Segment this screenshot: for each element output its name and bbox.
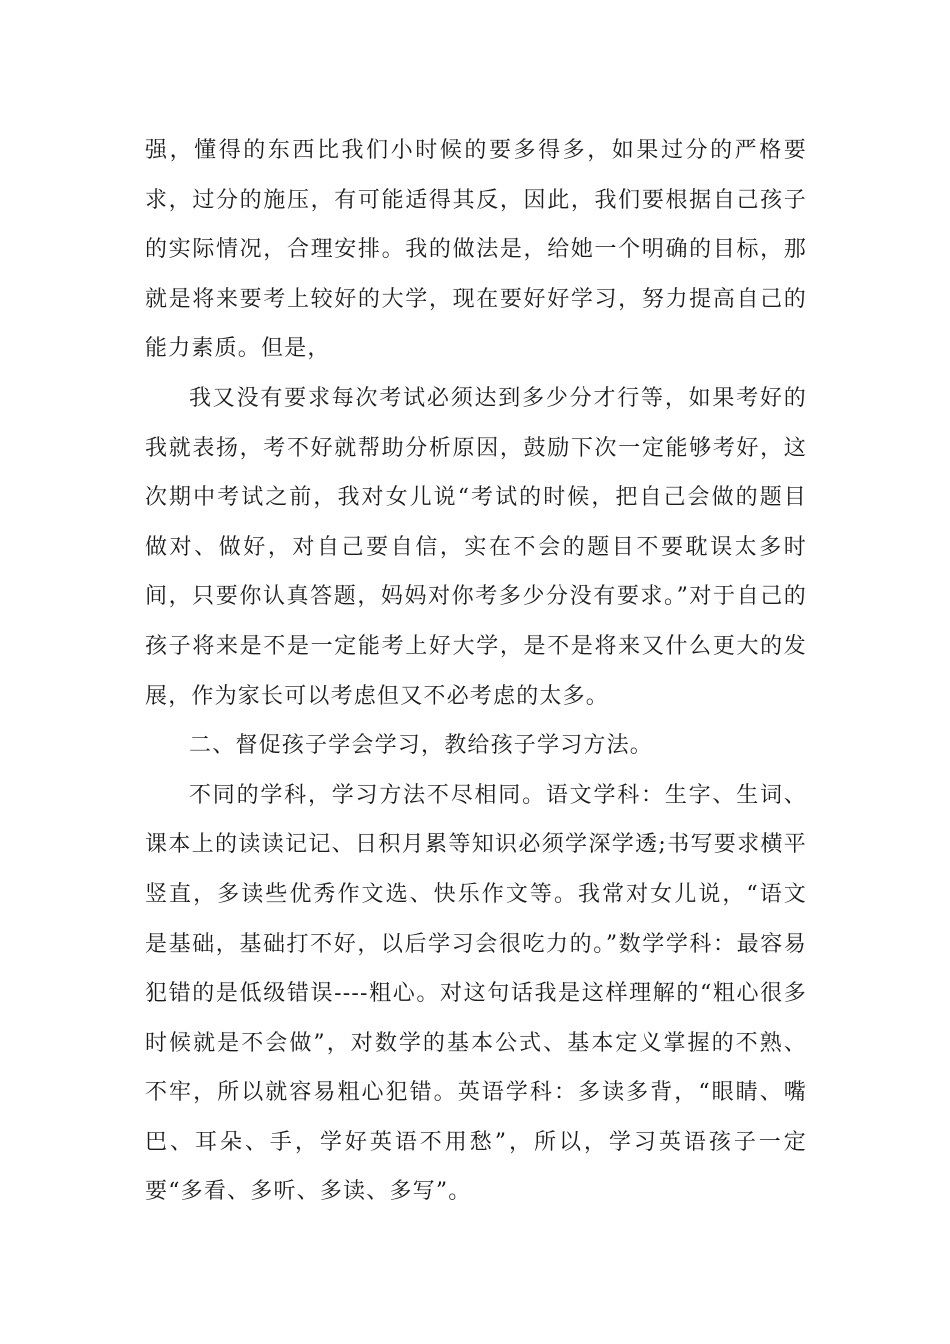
paragraph-continuation: 强，懂得的东西比我们小时候的要多得多，如果过分的严格要求，过分的施压，有可能适得其反，因此，我们要根据自己孩子的实际情况，合理安排。我的做法是，给她一个明确的目标，那就是将来要考上较好的大学，现在要好好学习，努力提高自己的能力素质。但是，: [145, 138, 807, 362]
paragraph-subject-methods: 不同的学科，学习方法不尽相同。语文学科：生字、生词、课本上的读读记记、日积月累等知识必须学深学透;书写要求横平竖直，多读些优秀作文选、快乐作文等。我常对女儿说，“语文是基础，基础打不好，以后学习会很吃力的。”数学学科：最容易犯错的是低级错误----粗心。对这句话我是这样理解的“粗心很多时候就是不会做”，对数学的基本公式、基本定义掌握的不熟、不牢，所以就容易粗心犯错。英语学科：多读多背，“眼睛、嘴巴、耳朵、手，学好英语不用愁”，所以，学习英语孩子一定要“多看、多听、多读、多写”。: [145, 782, 807, 1205]
section-heading-study-methods: 二、督促孩子学会学习，教给孩子学习方法。: [189, 733, 654, 759]
paragraph-exam-attitude: 我又没有要求每次考试必须达到多少分才行等，如果考好的我就表扬，考不好就帮助分析原因，鼓励下次一定能够考好，这次期中考试之前，我对女儿说“考试的时候，把自己会做的题目做对、做好，对自己要自信，实在不会的题目不要耽误太多时间，只要你认真答题，妈妈对你考多少分没有要求。”对于自己的孩子将来是不是一定能考上好大学，是不是将来又什么更大的发展，作为家长可以考虑但又不必考虑的太多。: [145, 385, 807, 709]
document-body: [145, 126, 807, 1217]
